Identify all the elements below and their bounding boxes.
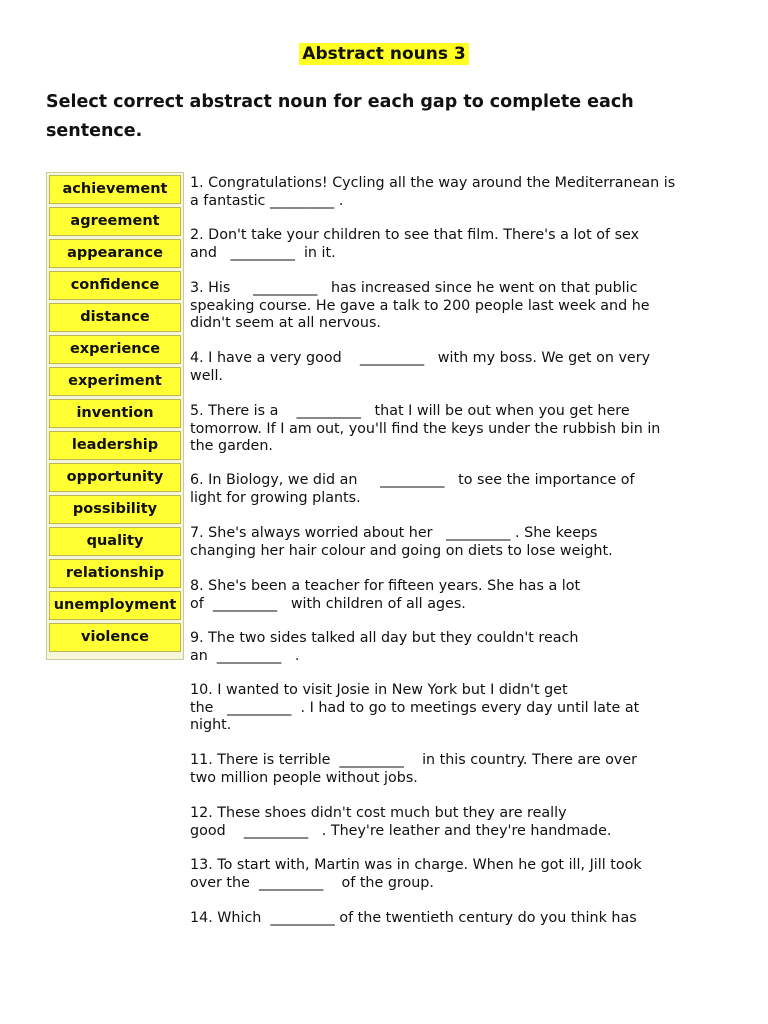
worksheet-title [0, 44, 768, 64]
sentence-item: 7. She's always worried about her _________ . She keeps changing her hair colour and going on diets to lose weight. [190, 525, 613, 559]
word-bank-item: distance [49, 303, 181, 332]
sentence-item: 13. To start with, Martin was in charge. When he got ill, Jill took over the _________ of the group. [190, 857, 642, 891]
word-bank-item: unemployment [49, 591, 181, 620]
word-bank-item: experience [49, 335, 181, 364]
word-bank-item: achievement [49, 175, 181, 204]
word-bank-item: experiment [49, 367, 181, 396]
word-bank-item: appearance [49, 239, 181, 268]
sentence-item: 3. His _________ has increased since he went on that public speaking course. He gave a talk to 200 people last week and he didn't seem at all nervous. [190, 280, 650, 331]
sentence-item: 4. I have a very good _________ with my boss. We get on very well. [190, 350, 651, 384]
sentence-item: 6. In Biology, we did an _________ to see the importance of light for growing plants. [190, 472, 635, 506]
sentence-item: 14. Which _________ of the twentieth century do you think has [190, 910, 637, 926]
word-bank-item: relationship [49, 559, 181, 588]
sentence-item: 1. Congratulations! Cycling all the way around the Mediterranean is a fantastic _________ . [190, 175, 676, 209]
word-bank-item: leadership [49, 431, 181, 460]
sentence-item: 8. She's been a teacher for fifteen years. She has a lot of _________ with children of all ages. [190, 578, 581, 612]
sentence-item: 11. There is terrible _________ in this country. There are over two million people without jobs. [190, 752, 638, 786]
word-bank-item: violence [49, 623, 181, 652]
word-bank-item: opportunity [49, 463, 181, 492]
sentence-item: 9. The two sides talked all day but they couldn't reach an _________ . [190, 630, 579, 664]
word-bank-item: agreement [49, 207, 181, 236]
word-bank-item: invention [49, 399, 181, 428]
instruction-text: Select correct abstract noun for each gap to complete each sentence. [46, 92, 634, 141]
word-bank [46, 172, 184, 660]
sentence-item: 10. I wanted to visit Josie in New York but I didn't get the _________ . I had to go to meetings every day until late at night. [190, 682, 640, 733]
sentence-item: 2. Don't take your children to see that film. There's a lot of sex and _________ in it. [190, 227, 640, 261]
word-bank-item: possibility [49, 495, 181, 524]
sentence-item: 12. These shoes didn't cost much but they are really good _________ . They're leather and they're handmade. [190, 805, 612, 839]
word-bank-item: quality [49, 527, 181, 556]
title-text: Abstract nouns 3 [299, 43, 468, 65]
sentence-item: 5. There is a _________ that I will be out when you get here tomorrow. If I am out, you'll find the keys under the rubbish bin in the garden. [190, 403, 661, 454]
word-bank-item: confidence [49, 271, 181, 300]
